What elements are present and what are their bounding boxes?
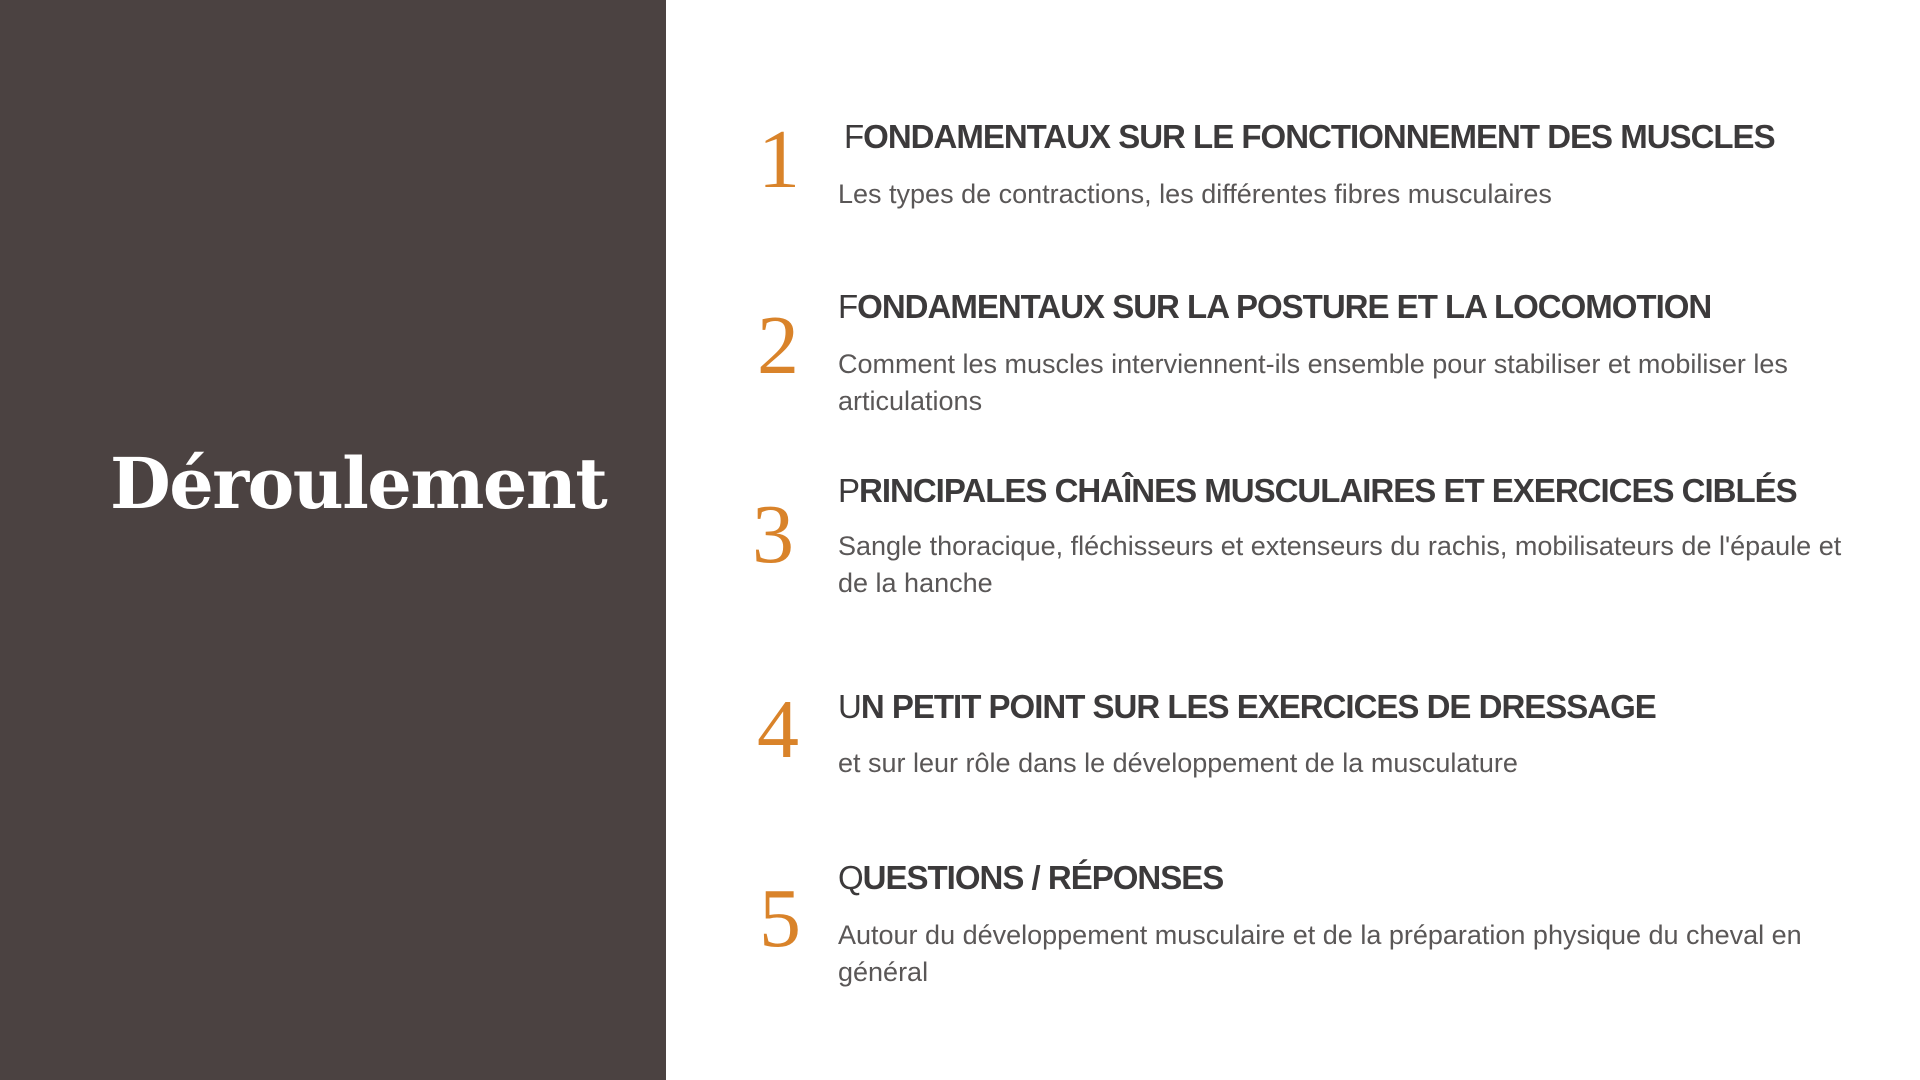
heading-text: N PETIT POINT SUR LES EXERCICES DE DRESSAGE (860, 688, 1656, 725)
heading-text: ONDAMENTAUX SUR LE FONCTIONNEMENT DES MUSCLES (863, 118, 1775, 155)
heading-initial: Q (838, 859, 863, 896)
left-panel (0, 0, 666, 1080)
item-number: 3 (752, 488, 794, 581)
heading-initial: U (838, 688, 861, 725)
item-number: 4 (757, 683, 799, 776)
item-description: Sangle thoracique, fléchisseurs et extenseurs du rachis, mobilisateurs de l'épaule et de la hanche (838, 531, 1842, 598)
item-number: 2 (757, 299, 799, 392)
heading-text: ONDAMENTAUX SUR LA POSTURE ET LA LOCOMOTION (857, 288, 1712, 325)
item-heading (838, 471, 1797, 511)
heading-initial: F (838, 288, 858, 325)
item-heading (838, 687, 1656, 727)
item-number: 5 (759, 872, 801, 965)
item-heading (838, 858, 1223, 898)
item-heading (838, 287, 1711, 327)
item-heading (844, 117, 1775, 157)
heading-initial: F (844, 118, 864, 155)
item-description: Les types de contractions, les différentes fibres musculaires (838, 179, 1552, 209)
item-description: Comment les muscles interviennent-ils ensemble pour stabiliser et mobiliser les articulations (838, 349, 1788, 416)
slide-title: Déroulement (110, 442, 607, 525)
heading-initial: P (838, 472, 860, 509)
item-description: Autour du développement musculaire et de la préparation physique du cheval en général (838, 920, 1802, 987)
heading-text: RINCIPALES CHAÎNES MUSCULAIRES ET EXERCICES CIBLÉS (859, 472, 1797, 509)
heading-text: UESTIONS / RÉPONSES (862, 859, 1224, 896)
item-number: 1 (758, 113, 800, 206)
item-description: et sur leur rôle dans le développement de la musculature (838, 748, 1518, 778)
